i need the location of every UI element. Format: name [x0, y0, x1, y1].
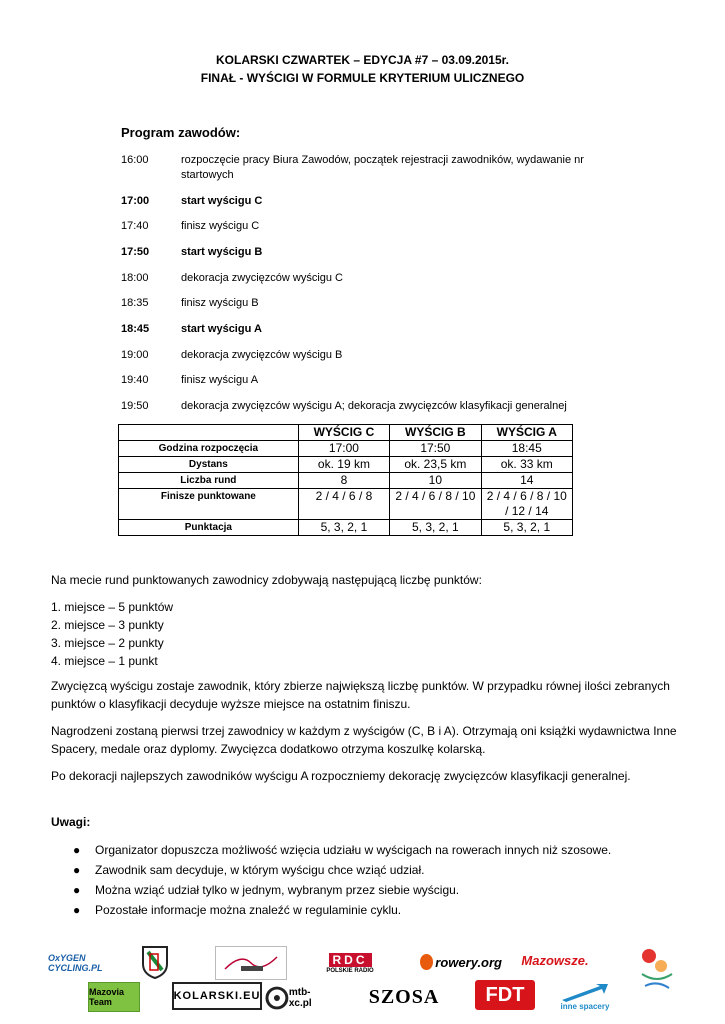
table-cell: 2 / 4 / 6 / 8 [298, 489, 389, 520]
table-row [119, 441, 573, 457]
legia-crest-icon [140, 944, 170, 980]
program-time: 16:00 [121, 154, 149, 166]
winner-paragraph: Zwycięzcą wyścigu zostaje zawodnik, który zbierze największą liczbę punktów. W przypadku równej ilości zebranych punktów o klasyfikacji decyduje wyższe miejsce na ostatnim finiszu. [51, 679, 670, 711]
inne-spacery-kids-logo [637, 944, 677, 994]
bullet-icon: ● [73, 883, 81, 897]
table-row-label: Dystans [119, 457, 299, 473]
program-desc: finisz wyścigu A [181, 374, 259, 386]
list-item [51, 900, 691, 920]
table-cell: 2 / 4 / 6 / 8 / 10 / 12 / 14 [481, 489, 572, 520]
arrow-icon [560, 982, 610, 1002]
list-item: 3. miejsce – 2 punkty [51, 636, 164, 650]
list-item [51, 840, 691, 860]
rdc-sub-text: POLSKIE RADIO [326, 967, 374, 974]
sponsor-logos [0, 940, 725, 1024]
table-row-label: Godzina rozpoczęcia [119, 441, 299, 457]
list-item [51, 860, 691, 880]
table-cell: 8 [298, 473, 389, 489]
bullet-icon: ● [73, 903, 81, 917]
szosa-logo: SZOSA [368, 985, 440, 1008]
awards-paragraph: Nagrodzeni zostaną pierwsi trzej zawodnicy w każdym z wyścigów (C, B i A). Otrzymają oni książki wydawnictwa Inne Spacery, medale oraz dyplomy. Zwycięzca dodatkowo otrzyma koszulkę kolarską. [51, 724, 677, 756]
program-desc: dekoracja zwycięzców wyścigu A; dekoracja zwycięzców klasyfikacji generalnej [181, 400, 567, 412]
program-desc: rozpoczęcie pracy Biura Zawodów, początek rejestracji zawodników, wydawanie nr startowych [181, 154, 584, 181]
table-header-cell [119, 425, 299, 441]
table-row [119, 473, 573, 489]
table-row [119, 489, 573, 520]
table-cell: ok. 33 km [481, 457, 572, 473]
list-item: 4. miejsce – 1 punkt [51, 654, 158, 668]
program-desc: start wyścigu B [181, 246, 263, 258]
kolarski-eu-logo: KOLARSKI.EU [172, 982, 262, 1010]
oxygen-cycling-logo: OxYGEN CYCLING.PL [48, 953, 103, 973]
list-item: 1. miejsce – 5 punktów [51, 600, 174, 614]
points-list [51, 598, 681, 670]
kids-walk-icon [637, 944, 677, 994]
table-cell: 5, 3, 2, 1 [481, 520, 572, 536]
inne-spacery-logo [555, 978, 615, 1014]
program-time: 17:00 [121, 195, 150, 207]
note-text: Zawodnik sam decyduje, w którym wyścigu chce wziąć udział. [95, 863, 425, 877]
program-heading: Program zawodów: [121, 125, 241, 140]
page-title-line-1: KOLARSKI CZWARTEK – EDYCJA #7 – 03.09.2015r. [216, 53, 509, 67]
table-cell: 10 [390, 473, 481, 489]
table-row-label: Liczba rund [119, 473, 299, 489]
table-row-label: Punktacja [119, 520, 299, 536]
program-time: 19:00 [121, 349, 149, 361]
rdc-logo [320, 948, 380, 978]
notes-heading: Uwagi: [51, 815, 91, 829]
wheel-icon [265, 986, 289, 1010]
page-title-line-2: FINAŁ - WYŚCIGI W FORMULE KRYTERIUM ULICZNEGO [200, 71, 525, 85]
rowery-text: rowery.org [435, 954, 502, 970]
table-row [119, 457, 573, 473]
general-paragraph: Po dekoracji najlepszych zawodników wyścigu A rozpoczniemy dekorację zwycięzców klasyfikacji generalnej. [51, 769, 631, 783]
program-desc: dekoracja zwycięzców wyścigu C [181, 272, 343, 284]
table-header-cell: WYŚCIG C [298, 425, 389, 441]
inne-spacery-text: inne spacery [560, 1001, 610, 1011]
table-cell: ok. 23,5 km [390, 457, 481, 473]
program-time: 19:50 [121, 400, 149, 412]
table-cell: ok. 19 km [298, 457, 389, 473]
mtb-xc-logo [265, 984, 333, 1012]
table-header-cell: WYŚCIG B [390, 425, 481, 441]
program-desc: start wyścigu C [181, 195, 263, 207]
bullet-icon: ● [73, 843, 81, 857]
notes-list [51, 840, 691, 920]
table-header-row [119, 425, 573, 441]
list-item [51, 880, 691, 900]
legia-logo [140, 944, 170, 980]
table-cell: 18:45 [481, 441, 572, 457]
note-text: Można wziąć udział tylko w jednym, wybranym przez siebie wyścigu. [95, 883, 460, 897]
program-time: 18:35 [121, 297, 149, 309]
rowery-mark-icon [420, 954, 433, 970]
table-row-label: Finisze punktowane [119, 489, 299, 520]
table-cell: 17:50 [390, 441, 481, 457]
program-time: 17:40 [121, 220, 149, 232]
table-cell: 5, 3, 2, 1 [390, 520, 481, 536]
program-time: 18:45 [121, 323, 150, 335]
table-cell: 17:00 [298, 441, 389, 457]
table-cell: 14 [481, 473, 572, 489]
note-text: Organizator dopuszcza możliwość wzięcia udziału w wyścigach na rowerach innych niż szosowe. [95, 843, 612, 857]
table-cell: 5, 3, 2, 1 [298, 520, 389, 536]
table-row [119, 520, 573, 536]
table-cell: 2 / 4 / 6 / 8 / 10 [390, 489, 481, 520]
race-table [118, 424, 573, 536]
program-time: 19:40 [121, 374, 149, 386]
program-desc: finisz wyścigu C [181, 220, 260, 232]
note-text: Pozostałe informacje można znaleźć w regulaminie cyklu. [95, 903, 402, 917]
program-desc: finisz wyścigu B [181, 297, 259, 309]
mtb-text: mtb-xc.pl [288, 987, 312, 1009]
kolarstwo-icon [221, 951, 281, 975]
mazovia-team-logo: Mazovia Team [88, 982, 140, 1012]
bullet-icon: ● [73, 863, 81, 877]
points-intro: Na mecie rund punktowanych zawodnicy zdobywają następującą liczbę punktów: [51, 573, 482, 587]
program-time: 18:00 [121, 272, 149, 284]
kolarstwo-logo [215, 946, 287, 980]
program-desc: start wyścigu A [181, 323, 262, 335]
fdt-logo: FDT [475, 980, 535, 1010]
table-header-cell: WYŚCIG A [481, 425, 572, 441]
rdc-text: RDC [329, 953, 372, 967]
list-item: 2. miejsce – 3 punkty [51, 618, 164, 632]
program-desc: dekoracja zwycięzców wyścigu B [181, 349, 343, 361]
program-time: 17:50 [121, 246, 150, 258]
mazowsze-logo: Mazowsze. [521, 952, 589, 968]
rowery-logo [420, 950, 502, 974]
